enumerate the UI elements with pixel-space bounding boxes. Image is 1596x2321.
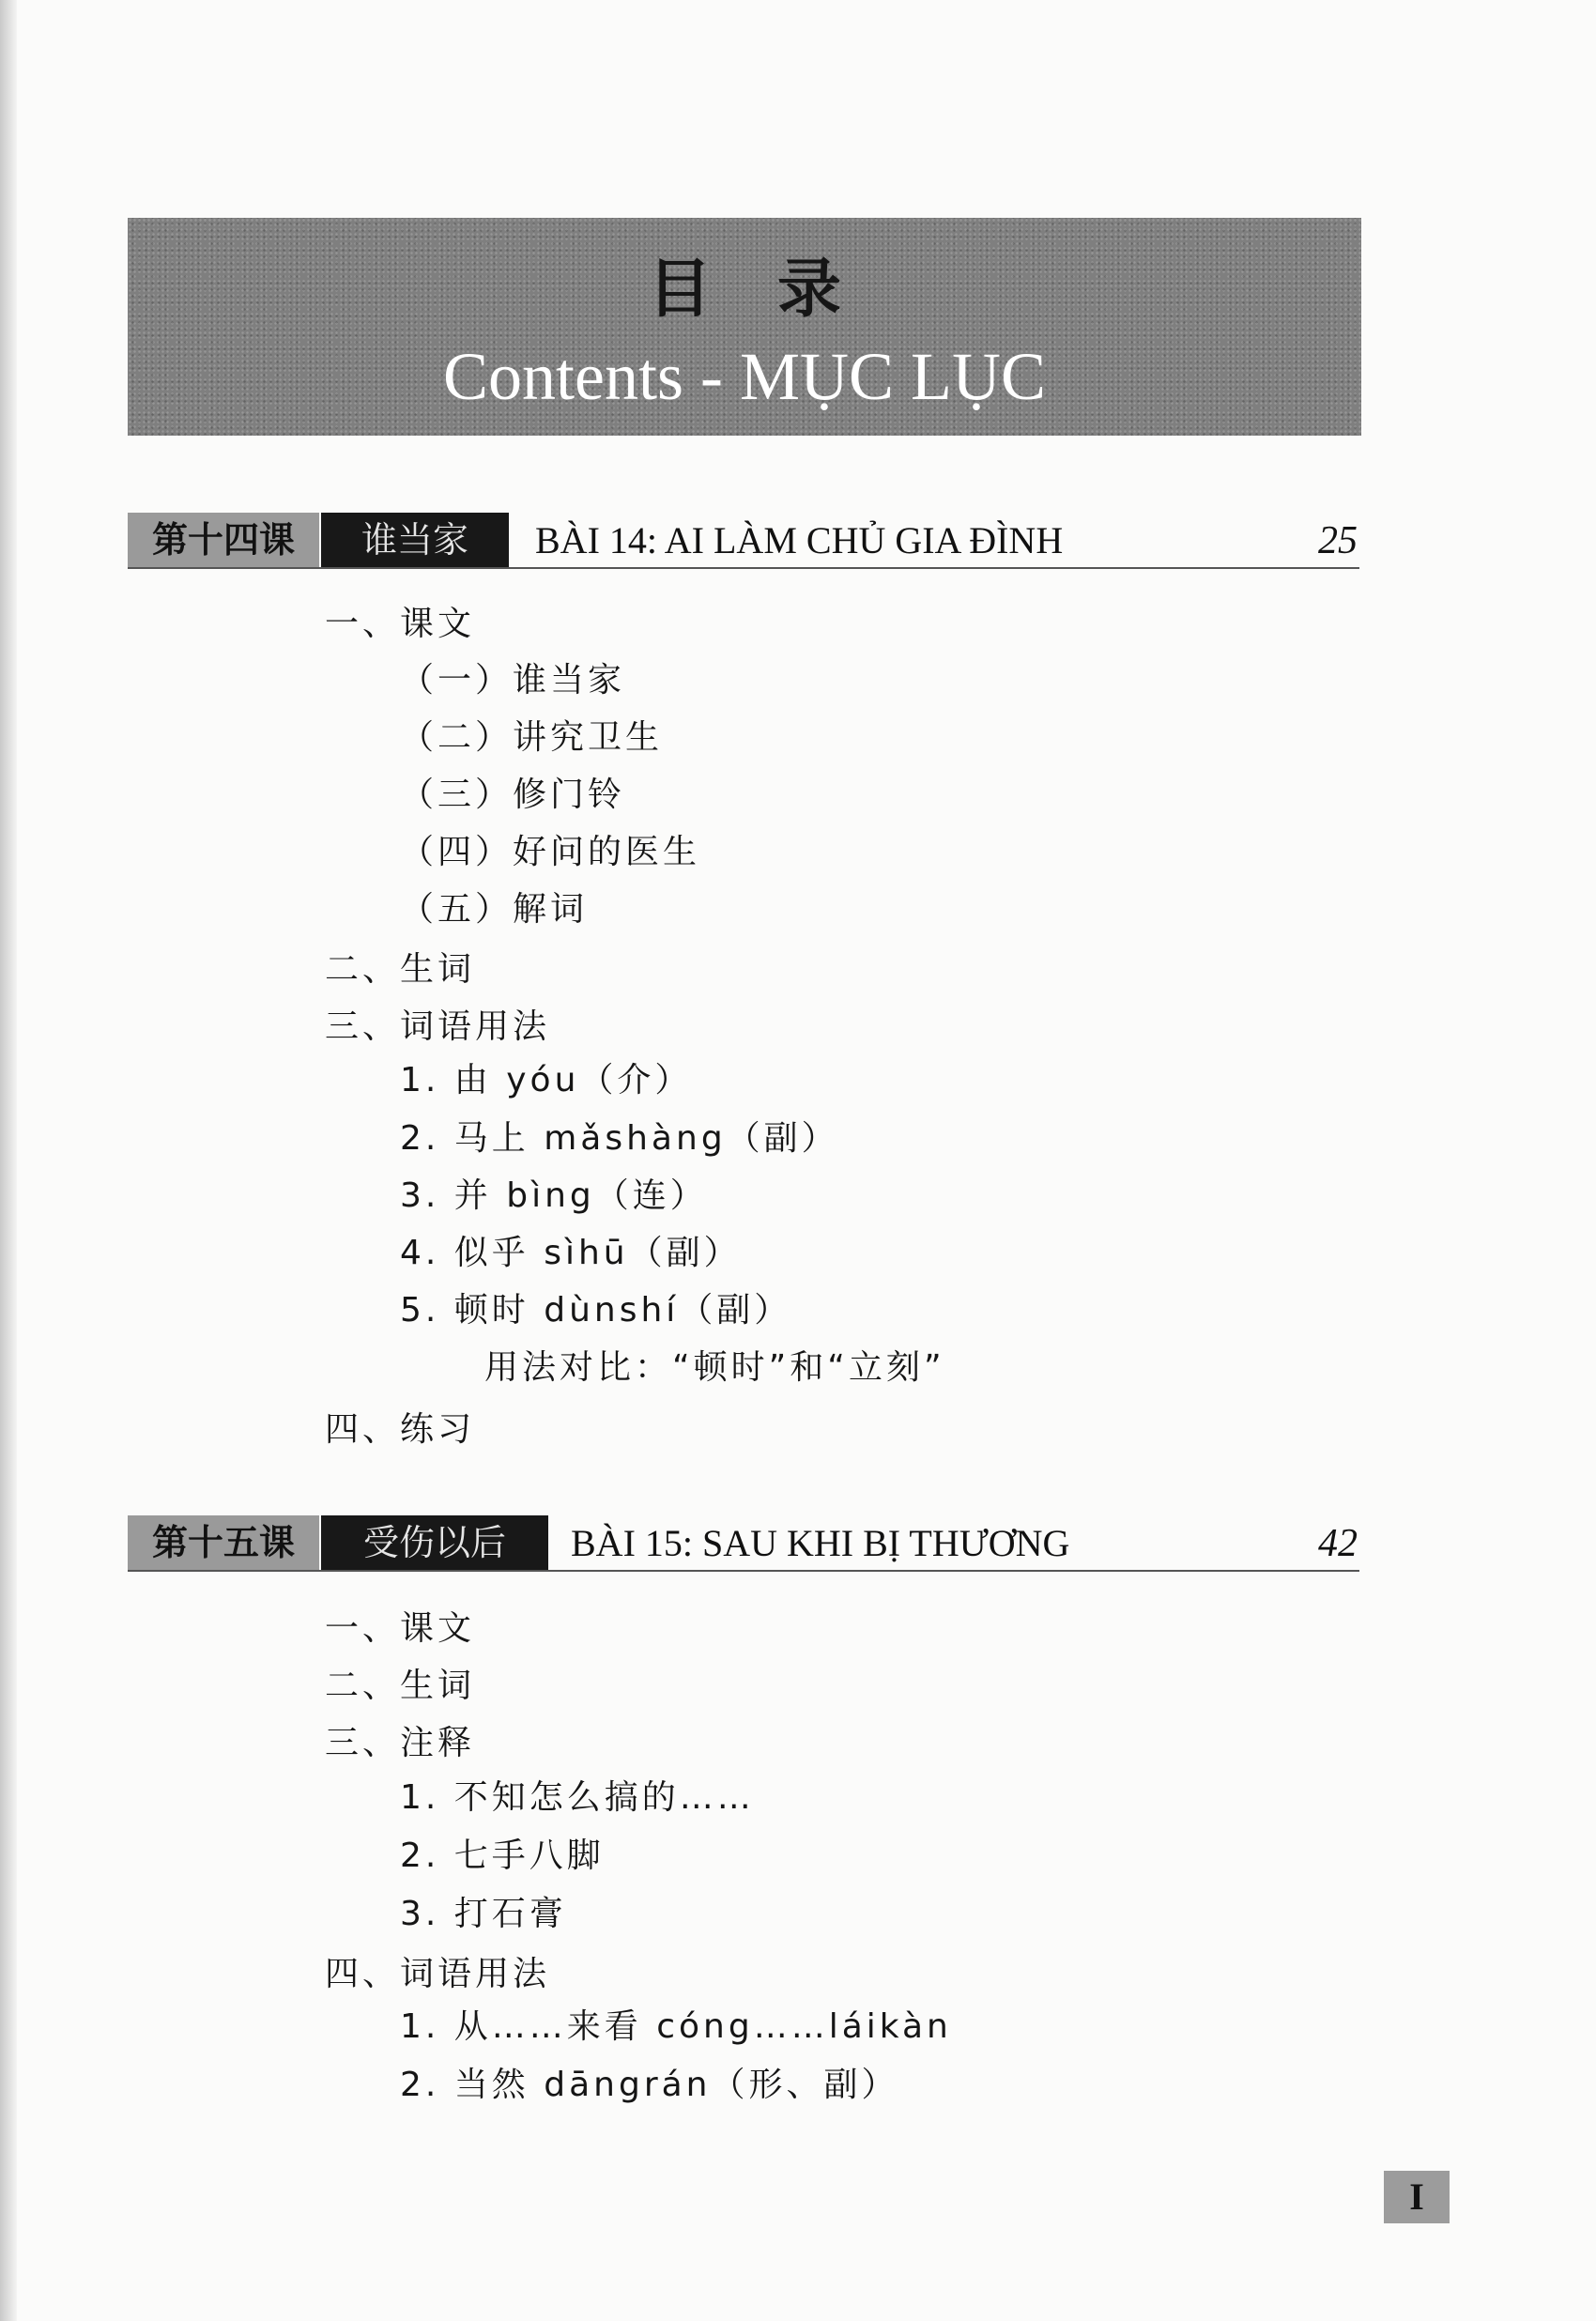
toc-item[interactable]: （五）解词 <box>400 890 589 929</box>
lesson-header-14[interactable] <box>128 513 1359 569</box>
toc-item[interactable]: 用法对比：“顿时”和“立刻” <box>484 1348 945 1387</box>
toc-item[interactable]: 一、课文 <box>325 1609 476 1648</box>
lesson-header-15[interactable] <box>128 1515 1359 1572</box>
toc-item[interactable]: 四、词语用法 <box>325 1955 551 1993</box>
toc-item[interactable]: 5. 顿时 dùnshí（副） <box>400 1291 792 1330</box>
lesson-number-label: 第十四课 <box>128 513 319 567</box>
lesson-number-label: 第十五课 <box>128 1515 319 1570</box>
toc-item[interactable]: 二、生词 <box>325 1667 476 1705</box>
toc-item[interactable]: 3. 并 bìng（连） <box>400 1176 708 1215</box>
toc-item[interactable]: 1. 由 yóu（介） <box>400 1061 693 1099</box>
toc-item[interactable]: （二）讲究卫生 <box>400 718 664 757</box>
toc-item[interactable]: 3. 打石膏 <box>400 1895 567 1933</box>
toc-item[interactable]: 4. 似乎 sìhū（副） <box>400 1234 742 1272</box>
contents-banner <box>128 218 1361 436</box>
toc-item[interactable]: 2. 马上 mǎshàng（副） <box>400 1119 839 1158</box>
banner-title-english: Contents - MỤC LỤC <box>442 339 1047 414</box>
toc-item[interactable]: （四）好问的医生 <box>400 833 701 871</box>
toc-item[interactable]: 三、词语用法 <box>325 1007 551 1046</box>
lesson-title-chinese: 受伤以后 <box>321 1515 548 1570</box>
toc-item[interactable]: 一、课文 <box>325 605 476 643</box>
lesson-page-number: 42 <box>1318 1522 1358 1565</box>
toc-item[interactable]: 三、注释 <box>325 1724 476 1762</box>
toc-item[interactable]: 四、练习 <box>325 1410 476 1449</box>
lesson-title-vietnamese: BÀI 14: AI LÀM CHỦ GIA ĐÌNH <box>535 519 1064 561</box>
toc-item[interactable]: （三）修门铃 <box>400 776 626 814</box>
toc-item[interactable]: （一）谁当家 <box>400 661 626 699</box>
toc-item[interactable]: 二、生词 <box>325 950 476 989</box>
page-edge-shadow <box>0 0 17 2321</box>
banner-title-chinese: 目录 <box>647 253 907 327</box>
toc-item[interactable]: 1. 不知怎么搞的…… <box>400 1778 755 1817</box>
toc-item[interactable]: 2. 当然 dāngrán（形、副） <box>400 2066 899 2104</box>
toc-item[interactable]: 2. 七手八脚 <box>400 1837 605 1875</box>
page-number-badge: I <box>1384 2171 1450 2223</box>
lesson-page-number: 25 <box>1318 519 1358 562</box>
toc-item[interactable]: 1. 从……来看 cóng……láikàn <box>400 2007 952 2046</box>
lesson-title-chinese: 谁当家 <box>321 513 509 567</box>
lesson-title-vietnamese: BÀI 15: SAU KHI BỊ THƯƠNG <box>571 1522 1070 1564</box>
